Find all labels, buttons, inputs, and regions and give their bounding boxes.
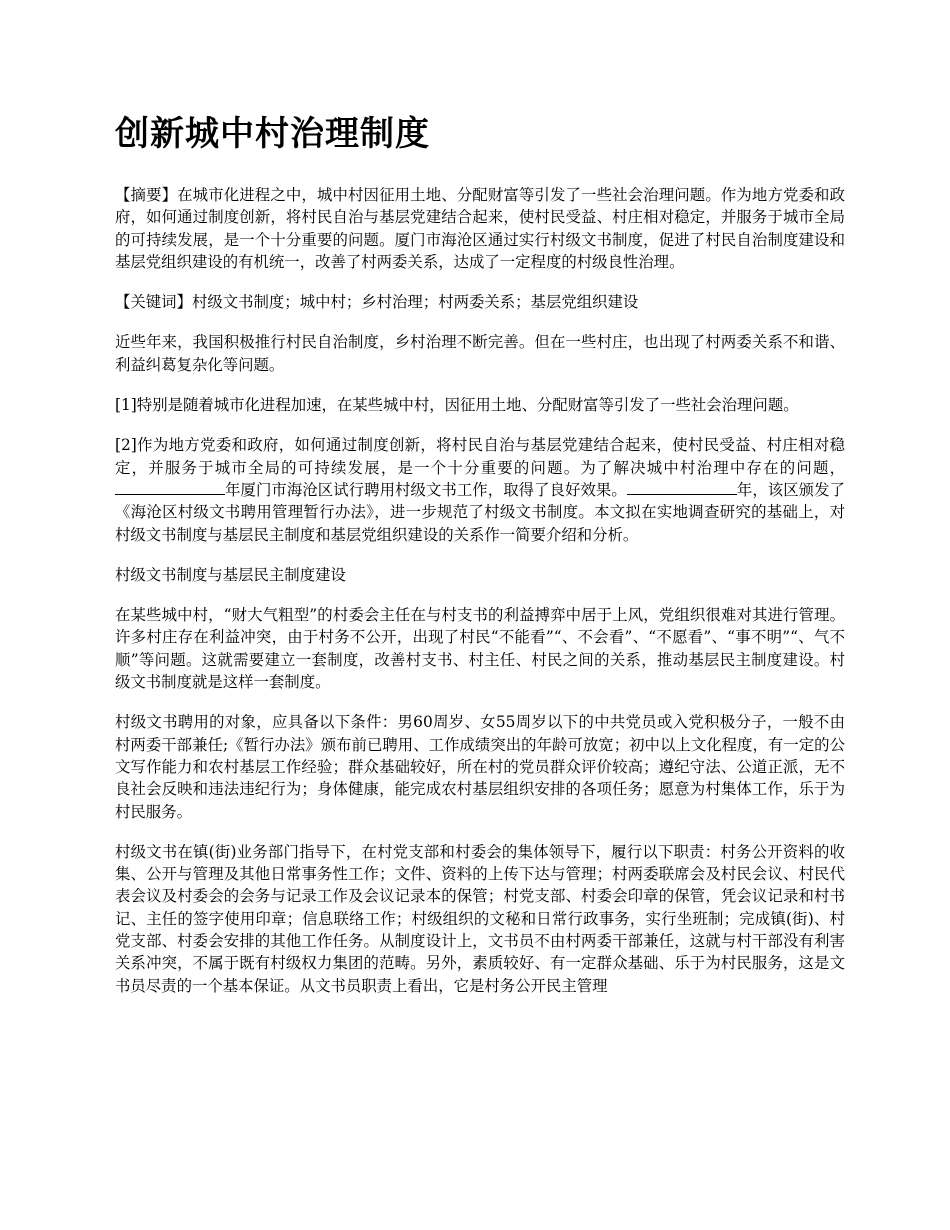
intro-paragraph: 近些年来，我国积极推行村民自治制度，乡村治理不断完善。但在一些村庄，也出现了村两委关系不和谐、利益纠葛复杂化等问题。 (115, 333, 845, 374)
paragraph-text: 年厦门市海沧区试行聘用村级文书工作，取得了良好效果。 (225, 480, 627, 499)
body-paragraph: 村级文书聘用的对象，应具备以下条件：男60周岁、女55周岁以下的中共党员或入党积极分子，一般不由村两委干部兼任;《暂行办法》颁布前已聘用、工作成绩突出的年龄可放宽；初中以上文化程度，有一定的公文写作能力和农村基层工作经验；群众基础较好，所在村的党员群众评价较高；遵纪守法、公道正派，无不良社会反映和违法违纪行为；身体健康，能完成农村基层组织安排的各项任务；愿意为村集体工作，乐于为村民服务。 (115, 713, 845, 821)
body-paragraph: 在某些城中村，“财大气粗型”的村委会主任在与村支书的利益搏弈中居于上风，党组织很难对其进行管理。许多村庄存在利益冲突，由于村务不公开，出现了村民“不能看”“、不会看”、“不愿看”、“事不明”“、气不顺”等问题。这就需要建立一套制度，改善村支书、村主任、村民之间的关系，推动基层民主制度建设。村级文书制度就是这样一套制度。 (115, 606, 845, 692)
abstract-paragraph: 【摘要】在城市化进程之中，城中村因征用土地、分配财富等引发了一些社会治理问题。作为地方党委和政府，如何通过制度创新，将村民自治与基层党建结合起来，使村民受益、村庄相对稳定，并服务于城市全局的可持续发展，是一个十分重要的问题。厦门市海沧区通过实行村级文书制度，促进了村民自治制度建设和基层党组织建设的有机统一，改善了村两委关系，达成了一定程度的村级良性治理。 (115, 186, 845, 271)
document-title: 创新城中村治理制度 (115, 114, 430, 154)
year-blank (115, 479, 225, 495)
keywords-paragraph: 【关键词】村级文书制度；城中村；乡村治理；村两委关系；基层党组织建设 (115, 293, 639, 312)
footnote-1-paragraph: [1]特别是随着城市化进程加速，在某些城中村，因征用土地、分配财富等引发了一些社会治理问题。 (115, 396, 799, 415)
year-blank (627, 479, 737, 495)
document-page (115, 110, 845, 1015)
paragraph-text: 年，该区颁发了《海沧区村级文书聘用管理暂行办法》，进一步规范了村级文书制度。本文拟在实地调查研究的基础上，对村级文书制度与基层民主制度和基层党组织建设的关系作一简要介绍和分析。 (115, 480, 845, 544)
section-heading: 村级文书制度与基层民主制度建设 (115, 565, 346, 584)
paragraph-text: [2]作为地方党委和政府，如何通过制度创新，将村民自治与基层党建结合起来，使村民受益、村庄相对稳定，并服务于城市全局的可持续发展，是一个十分重要的问题。为了解决城中村治理中存在的问题， (115, 436, 845, 477)
body-paragraph: 村级文书在镇(街)业务部门指导下，在村党支部和村委会的集体领导下，履行以下职责：村务公开资料的收集、公开与管理及其他日常事务性工作；文件、资料的上传下达与管理；村两委联席会及村民会议、村民代表会议及村委会的会务与记录工作及会议记录本的保管；村党支部、村委会印章的保管，凭会议记录和村书记、主任的签字使用印章；信息联络工作；村级组织的文秘和日常行政事务，实行坐班制；完成镇(街)、村党支部、村委会安排的其他工作任务。从制度设计上，文书员不由村两委干部兼任，这就与村干部没有利害关系冲突，不属于既有村级权力集团的范畴。另外，素质较好、有一定群众基础、乐于为村民服务，这是文书员尽责的一个基本保证。从文书员职责上看出，它是村务公开民主管理 (115, 842, 845, 995)
footnote-2-paragraph (115, 434, 845, 545)
